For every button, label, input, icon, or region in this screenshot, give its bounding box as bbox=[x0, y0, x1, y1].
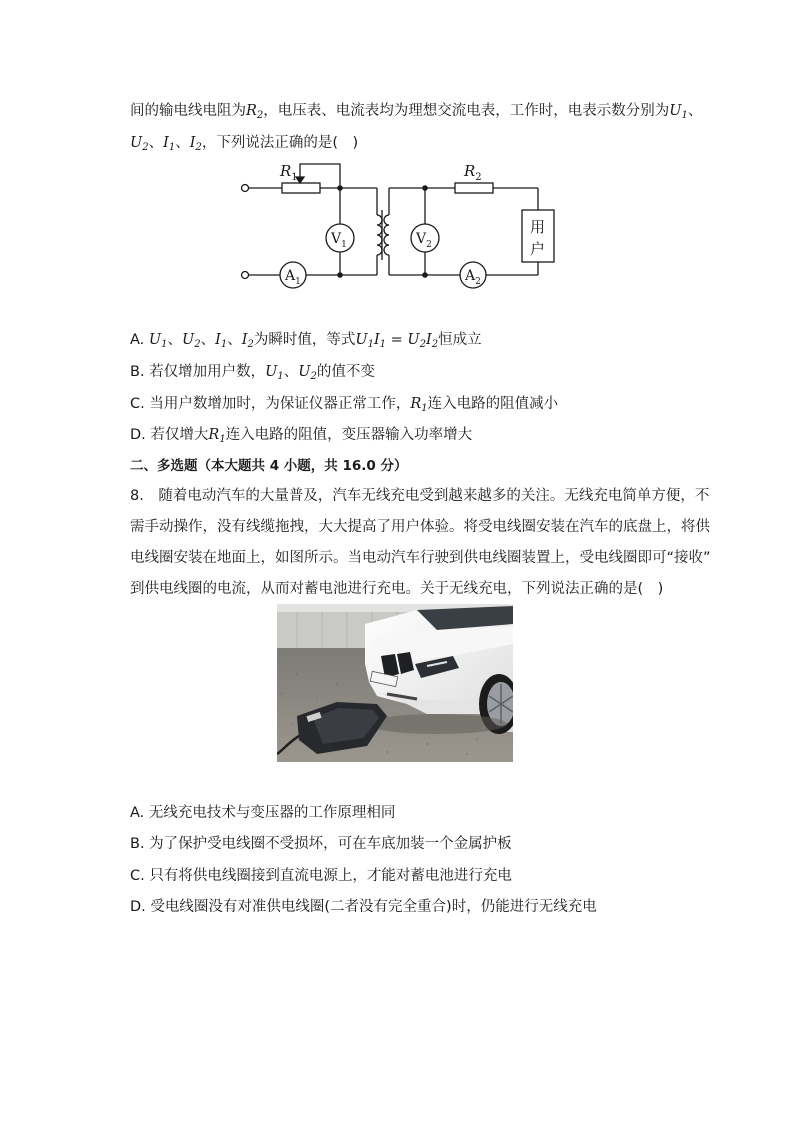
r1-label: $R_1$ bbox=[280, 162, 298, 183]
equals-sign: = bbox=[390, 332, 403, 348]
rheostat-r1 bbox=[282, 183, 320, 193]
v2-label: $V_2$ bbox=[416, 231, 432, 250]
junction-dot bbox=[422, 272, 428, 278]
symbol-i1: $I_1$ bbox=[163, 135, 176, 153]
q8-option-a: A. 无线充电技术与变压器的工作原理相同 bbox=[130, 805, 396, 821]
symbol-r1: $R_1$ bbox=[208, 427, 226, 445]
equation-right: $U_2I_2$ bbox=[407, 332, 439, 350]
symbol-r1: $R_1$ bbox=[410, 396, 428, 414]
a2-label: $A_2$ bbox=[465, 268, 481, 287]
input-terminal-bottom bbox=[242, 272, 249, 279]
q8-stem-line-3: 电线圈安装在地面上，如图所示。当电动汽车行驶到供电线圈装置上，受电线圈即可“接收” bbox=[130, 550, 711, 566]
symbol-u2: $U_2$ bbox=[182, 332, 201, 350]
section-heading: 二、多选题（本大题共 4 小题，共 16.0 分） bbox=[130, 458, 408, 474]
symbol-u1: $U_1$ bbox=[265, 364, 284, 382]
text: 恒成立 bbox=[438, 332, 482, 348]
symbol-u1: $U_1$ bbox=[148, 332, 168, 350]
q7-option-b bbox=[130, 362, 375, 382]
equation-left: $U_1I_1$ bbox=[355, 332, 387, 350]
q8-stem-line-2: 需手动操作，没有线缆拖拽，大大提高了用户体验。将受电线圈安装在汽车的底盘上，将供 bbox=[130, 519, 710, 535]
text: 为瞬时值，等式 bbox=[253, 332, 356, 348]
junction-dot bbox=[337, 272, 343, 278]
primary-coil bbox=[377, 215, 382, 255]
text: 连入电路的阻值减小 bbox=[427, 396, 559, 412]
q7-stem-line-2 bbox=[130, 133, 358, 153]
input-terminal-top bbox=[242, 185, 249, 192]
user-label-line2: 户 bbox=[530, 240, 546, 258]
junction-dot bbox=[422, 185, 428, 191]
text: A. bbox=[130, 332, 145, 348]
symbol-u2: $U_2$ bbox=[130, 135, 149, 153]
text: 、 bbox=[227, 332, 242, 348]
text: 间的输电线电阻为 bbox=[130, 103, 246, 119]
q8-option-c: C. 只有将供电线圈接到直流电源上，才能对蓄电池进行充电 bbox=[130, 868, 512, 884]
symbol-i2: $I_2$ bbox=[189, 135, 202, 153]
q7-option-c bbox=[130, 394, 558, 414]
q8-option-b: B. 为了保护受电线圈不受损坏，可在车底加装一个金属护板 bbox=[130, 836, 512, 852]
junction-dot bbox=[337, 185, 343, 191]
q8-stem-line-4: 到供电线圈的电流，从而对蓄电池进行充电。关于无线充电，下列说法正确的是( ) bbox=[130, 581, 664, 597]
text: 的值不变 bbox=[316, 364, 375, 380]
text: 、 bbox=[175, 135, 190, 151]
q8-option-d: D. 受电线圈没有对准供电线圈(二者没有完全重合)时，仍能进行无线充电 bbox=[130, 899, 597, 915]
symbol-u1: $U_1$ bbox=[669, 103, 688, 121]
transformer-circuit-diagram bbox=[232, 160, 562, 295]
text: 、 bbox=[148, 135, 164, 151]
text: 连入电路的阻值，变压器输入功率增大 bbox=[225, 427, 473, 443]
text: ，下列说法正确的是( ) bbox=[201, 135, 359, 151]
q7-option-d bbox=[130, 425, 472, 445]
text: 、 bbox=[167, 332, 182, 348]
resistor-r2 bbox=[455, 183, 493, 193]
v1-label: $V_1$ bbox=[331, 231, 347, 250]
text: B. 若仅增加用户数， bbox=[130, 364, 266, 380]
user-label-line1: 用 bbox=[530, 218, 546, 236]
text: 、 bbox=[687, 103, 703, 119]
q7-option-a bbox=[130, 330, 482, 350]
text: ，电压表、电流表均为理想交流电表，工作时，电表示数分别为 bbox=[263, 103, 670, 119]
secondary-coil bbox=[384, 215, 389, 255]
text: C. 当用户数增加时，为保证仪器正常工作， bbox=[130, 396, 411, 412]
text: 、 bbox=[200, 332, 216, 348]
q8-stem-line-1: 8. 随着电动汽车的大量普及，汽车无线充电受到越来越多的关注。无线充电简单方便，不 bbox=[130, 488, 710, 504]
wireless-charging-car-photo bbox=[277, 604, 513, 762]
r2-label: $R_2$ bbox=[464, 162, 482, 183]
symbol-r2: $R_2$ bbox=[246, 103, 264, 121]
symbol-u2: $U_2$ bbox=[298, 364, 317, 382]
symbol-i2: $I_2$ bbox=[241, 332, 254, 350]
q7-stem-line-1 bbox=[130, 101, 702, 121]
symbol-i1: $I_1$ bbox=[215, 332, 228, 350]
text: 、 bbox=[283, 364, 299, 380]
text: D. 若仅增大 bbox=[130, 427, 209, 443]
a1-label: $A_1$ bbox=[285, 268, 301, 287]
